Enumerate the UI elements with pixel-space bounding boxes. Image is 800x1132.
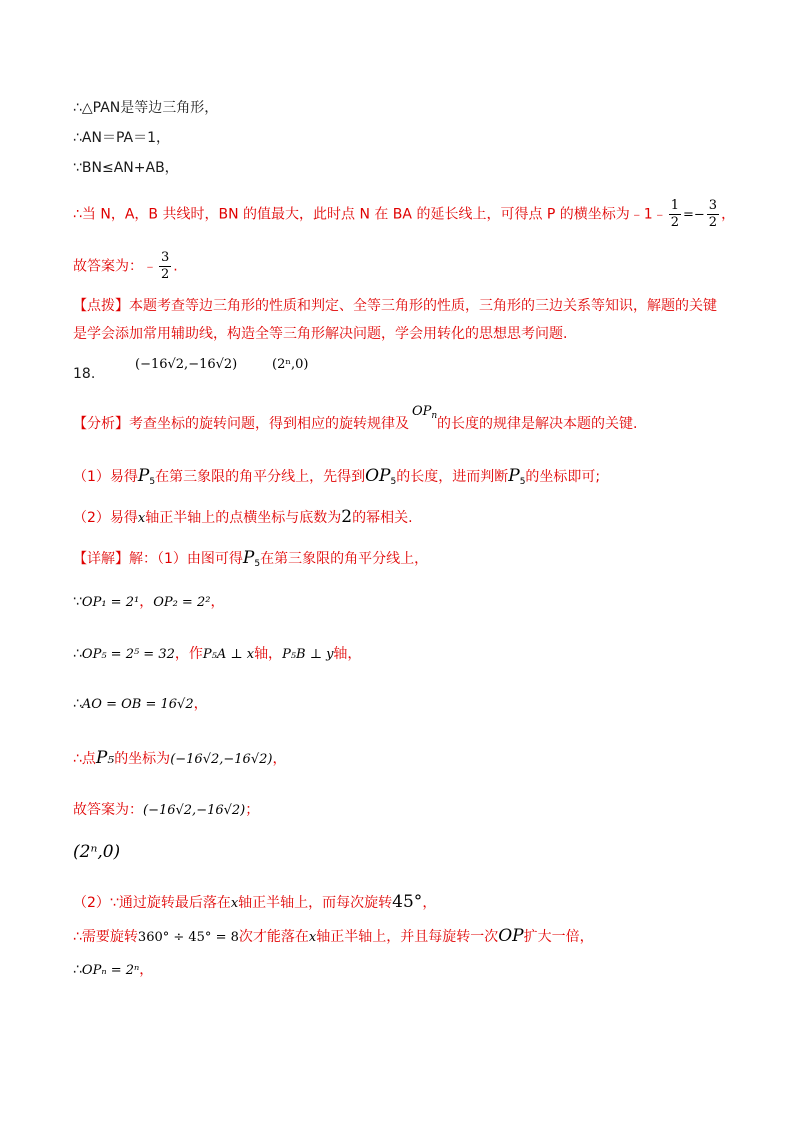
math: P₅A ⊥ x <box>202 647 255 662</box>
line-detail-5 <box>73 748 286 770</box>
math: P₅ <box>95 748 115 768</box>
fraction <box>707 198 719 231</box>
text: ； <box>245 802 260 818</box>
line-max-bn <box>73 198 735 231</box>
text: 在第三象限的角平分线上， <box>260 551 429 567</box>
text: 轴， <box>254 646 283 662</box>
math: P <box>242 548 255 568</box>
math: (−16√2,−16√2) <box>135 357 238 372</box>
math: (−16√2,−16√2) <box>143 803 246 818</box>
fraction <box>669 198 681 231</box>
math: 2 <box>341 507 353 527</box>
text: ， <box>139 962 154 978</box>
question-18-answer-2 <box>272 355 308 375</box>
text: 的坐标即可; <box>525 469 601 485</box>
line-analysis-2 <box>73 507 413 529</box>
text: 【详解】解：（1）由图可得 <box>73 551 243 567</box>
text: 【分析】考查坐标的旋转问题，得到相应的旋转规律及 <box>73 416 409 432</box>
text: 【点拨】本题考查等边三角形的性质和判定、全等三角形的性质，三角形的三边关系等知识，解题的关键 <box>73 298 717 314</box>
denominator: 2 <box>708 215 718 230</box>
text: 轴正半轴上的点横坐标与底数为 <box>145 510 342 526</box>
line-analysis <box>73 414 409 434</box>
equals-minus: =− <box>682 207 705 223</box>
text: 扩大一倍， <box>523 929 594 945</box>
text: 在第三象限的角平分线上，先得到 <box>155 469 366 485</box>
subscript: 5 <box>254 559 261 569</box>
math: x <box>230 896 239 911</box>
text: ， <box>193 696 208 712</box>
text: ∴△PAN是等边三角形， <box>73 100 219 116</box>
text: （1）易得 <box>73 469 138 485</box>
text: 的坐标为 <box>114 751 171 767</box>
line-answer-2 <box>73 800 259 821</box>
analysis-op-n <box>412 402 437 426</box>
line-detail-6 <box>73 892 436 914</box>
fraction <box>159 250 171 283</box>
math: 45° <box>392 892 423 912</box>
line-an-pa <box>73 128 170 148</box>
line-detail-4 <box>73 694 208 715</box>
text: （2）易得 <box>73 510 138 526</box>
numerator: 3 <box>161 250 170 265</box>
subscript: 5 <box>390 477 397 487</box>
line-analysis-1 <box>73 466 600 492</box>
line-answer-1 <box>73 250 178 283</box>
line-triangle-equilateral <box>73 98 218 118</box>
text: ∴AN＝PA＝1， <box>73 130 170 146</box>
text: ， <box>721 206 736 223</box>
line-detail-2 <box>73 592 224 613</box>
text: 的长度的规律是解决本题的关键. <box>437 416 638 432</box>
subscript: n <box>431 411 438 421</box>
text: 的幂相关. <box>352 510 413 526</box>
text: ，作 <box>174 646 203 662</box>
math: x <box>137 511 146 526</box>
line-remark-2 <box>73 324 567 344</box>
text: ∴需要旋转 <box>73 929 138 945</box>
text: . <box>173 258 178 275</box>
math: 360° ÷ 45° = 8 <box>137 930 239 945</box>
math: (2ⁿ,0) <box>73 842 121 862</box>
text: （2）∵通过旋转最后落在 <box>73 895 231 911</box>
math: OPₙ = 2ⁿ <box>81 963 140 978</box>
subscript: 5 <box>519 477 526 487</box>
question-number: 18. <box>73 366 96 382</box>
text: ∴点 <box>73 751 96 767</box>
analysis-rest <box>437 414 637 434</box>
text: 轴， <box>333 646 362 662</box>
text: 的长度，进而判断 <box>396 469 509 485</box>
text: ∴ <box>73 696 82 712</box>
text: 轴正半轴上，并且每旋转一次 <box>316 929 499 945</box>
text: 是学会添加常用辅助线，构造全等三角形解决问题，学会用转化的思想思考问题. <box>73 326 568 342</box>
text: ∵ <box>73 594 82 610</box>
math: OP₅ = 2⁵ = 32 <box>81 647 175 662</box>
math: P <box>508 466 520 486</box>
text: ， <box>139 594 154 610</box>
text: ∴ <box>73 962 82 978</box>
text: ， <box>210 594 225 610</box>
line-detail-7 <box>73 926 594 948</box>
numerator: 1 <box>670 198 679 213</box>
denominator: 2 <box>670 215 679 230</box>
line-remark-1 <box>73 296 717 316</box>
math: P₅B ⊥ y <box>282 647 334 662</box>
math: OP <box>365 466 391 486</box>
question-18-answer-1 <box>135 355 237 375</box>
line-bn-inequality <box>73 158 179 178</box>
math: OP <box>412 404 432 419</box>
math: (−16√2,−16√2) <box>170 752 273 767</box>
math: OP <box>498 926 524 946</box>
math: OP₂ = 2² <box>153 595 211 610</box>
text: 次才能落在 <box>238 929 309 945</box>
text: 轴正半轴上，而每次旋转 <box>238 895 393 911</box>
text: 故答案为：﹣ <box>73 258 157 275</box>
text: ， <box>422 895 437 911</box>
line-detail-3 <box>73 644 361 665</box>
denominator: 2 <box>161 267 170 282</box>
text: 故答案为： <box>73 802 143 818</box>
numerator: 3 <box>708 198 718 213</box>
math: (2ⁿ,0) <box>272 357 309 372</box>
text: ， <box>272 751 287 767</box>
math: AO = OB = 16√2 <box>81 697 194 712</box>
math: P <box>137 466 150 486</box>
text: ∴当 N，A，B 共线时，BN 的值最大，此时点 N 在 BA 的延长线上，可得点 P 的横坐标为﹣1﹣ <box>73 206 667 223</box>
line-answer-3 <box>73 842 120 863</box>
line-detail-8 <box>73 960 153 981</box>
question-18-header <box>73 364 95 384</box>
text: ∵BN≤AN+AB， <box>73 160 179 176</box>
math: OP₁ = 2¹ <box>81 595 140 610</box>
math: x <box>308 930 317 945</box>
text: ∴ <box>73 646 82 662</box>
line-detail-1 <box>73 548 428 574</box>
subscript: 5 <box>149 477 156 487</box>
